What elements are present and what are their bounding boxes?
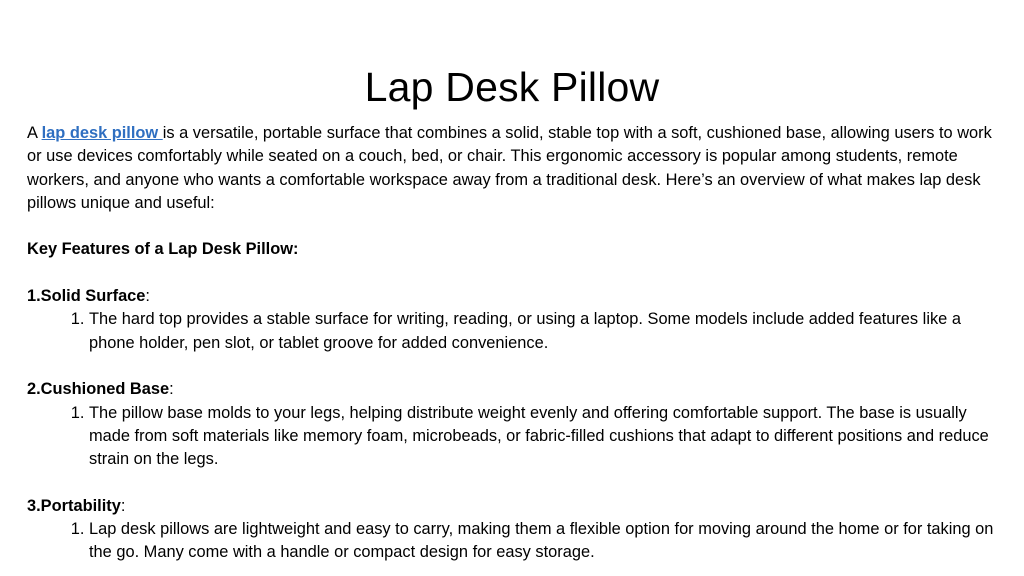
section-name: Solid Surface	[40, 287, 146, 306]
section-name: Portability	[40, 496, 121, 515]
section-number: 2.	[27, 380, 41, 399]
section-title-portability	[27, 495, 999, 518]
section-title-cushioned-base	[27, 378, 999, 401]
spacer	[27, 215, 999, 238]
spacer	[27, 471, 999, 494]
section-number: 1.	[27, 287, 41, 306]
intro-prefix: A	[27, 124, 42, 142]
intro-text: is a versatile, portable surface that combines a solid, stable top with a soft, cushioned base, allowing users to work or use devices comfortably while seated on a couch, bed, or chair. This ergonomic accessory is popular among students, remote workers, and anyone who wants a comfortable workspace away from a traditional desk. Here’s an overview of what makes lap desk pillows unique and useful:	[27, 124, 992, 212]
section-list-cushioned-base	[27, 402, 999, 472]
spacer	[27, 355, 999, 378]
list-item: 1. Lap desk pillows are lightweight and easy to carry, making them a flexible option for moving around the home or for taking on the go. Many come with a handle or compact design for easy storage.	[89, 518, 999, 565]
intro-paragraph	[27, 122, 999, 215]
page-title: Lap Desk Pillow	[364, 64, 660, 111]
list-item: 1. The pillow base molds to your legs, helping distribute weight evenly and offering comfortable support. The base is usually made from soft materials like memory foam, microbeads, or fabric-filled cushions that adapt to different positions and reduce strain on the legs.	[89, 402, 999, 472]
spacer	[27, 262, 999, 285]
section-list-solid-surface	[27, 308, 999, 355]
lap-desk-pillow-link[interactable]: lap desk pillow	[41, 124, 163, 142]
features-heading: Key Features of a Lap Desk Pillow:	[27, 240, 299, 259]
section-colon: :	[145, 287, 150, 306]
section-title-solid-surface	[27, 285, 999, 308]
section-list-portability	[27, 518, 999, 565]
list-item: 1. The hard top provides a stable surface for writing, reading, or using a laptop. Some models include added features like a phone holder, pen slot, or tablet groove for added convenience.	[89, 308, 999, 355]
section-name: Cushioned Base	[40, 380, 170, 399]
section-colon: :	[169, 380, 174, 399]
section-number: 3.	[27, 496, 41, 515]
section-colon: :	[120, 496, 126, 515]
slide-content	[27, 122, 999, 565]
